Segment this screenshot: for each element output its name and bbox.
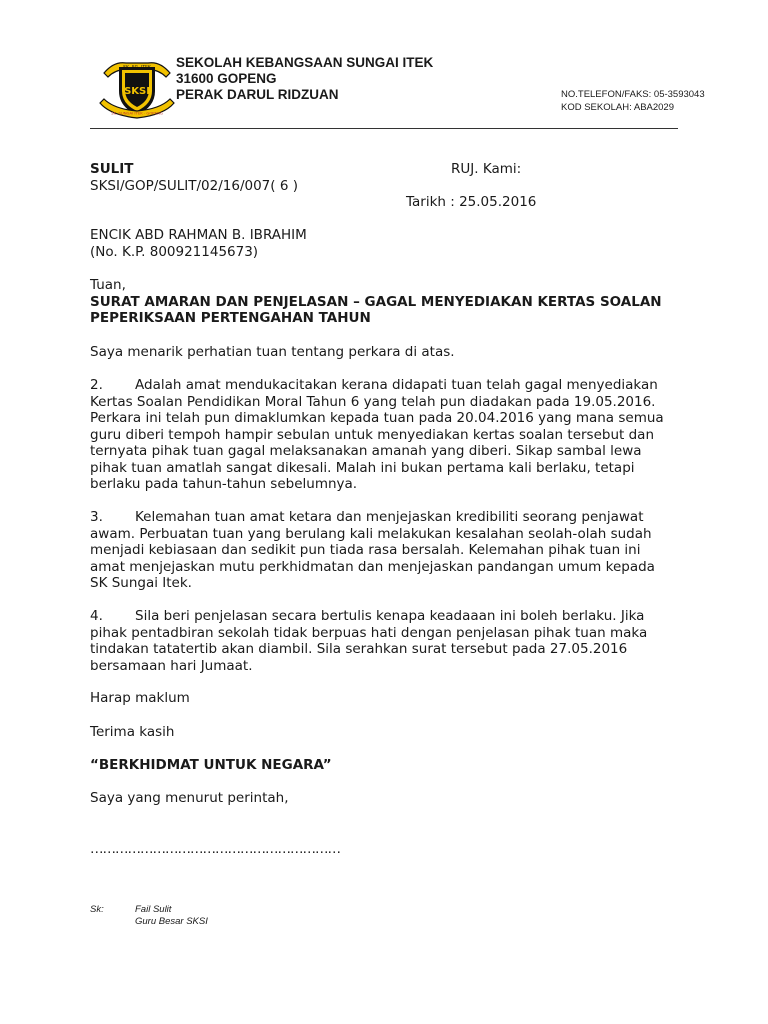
paragraph-line: berlaku pada tahun-tahun sebelumnya. — [90, 476, 358, 492]
letter-date: Tarikh : 25.05.2016 — [406, 194, 537, 210]
paragraph-line: bersamaan hari Jumaat. — [90, 658, 253, 674]
cc-item: Guru Besar SKSI — [135, 916, 208, 927]
recipient-name: ENCIK ABD RAHMAN B. IBRAHIM — [90, 227, 307, 243]
cc-item: Fail Sulit — [135, 904, 172, 915]
school-postcode-town: 31600 GOPENG — [176, 71, 277, 86]
school-state: PERAK DARUL RIDZUAN — [176, 87, 339, 102]
closing-yours: Saya yang menurut perintah, — [90, 790, 289, 806]
subject-line: PEPERIKSAAN PERTENGAHAN TAHUN — [90, 310, 371, 326]
intro-paragraph: Saya menarik perhatian tuan tentang perkara di atas. — [90, 344, 455, 360]
salutation: Tuan, — [90, 277, 126, 293]
paragraph-line: menjadi kebiasaan dan sedikit pun tiada rasa bersalah. Kelemahan pihak tuan ini — [90, 542, 641, 558]
logo-shield-text: SKSI — [124, 86, 150, 97]
phone-fax: NO.TELEFON/FAKS: 05-3593043 — [561, 89, 705, 100]
paragraph-line: pihak tuan amatlah sangat dikesali. Malah ini bukan pertama kali berlaku, tetapi — [90, 460, 635, 476]
paragraph-line: 3. Kelemahan tuan amat ketara dan menjejaskan kredibiliti seorang penjawat — [90, 509, 644, 525]
paragraph-line: amat menjejaskan mutu perkhidmatan dan menjejaskan pandangan umum kepada — [90, 559, 655, 575]
paragraph-line: Perkara ini telah pun dimaklumkan kepada tuan pada 20.04.2016 yang mana semua — [90, 410, 664, 426]
paragraph-line: ternyata pihak tuan gagal melaksanakan amanah yang diberi. Sikap sambal lewa — [90, 443, 642, 459]
paragraph-number: 3. — [90, 509, 103, 525]
paragraph-line: 4. Sila beri penjelasan secara bertulis kenapa keadaaan ini boleh berlaku. Jika — [90, 608, 645, 624]
closing-thanks: Terima kasih — [90, 724, 175, 740]
logo-bottom-banner: SK. SUNGAI ITEK · GOPENG — [111, 110, 163, 116]
paragraph-line: tindakan tatatertib akan diambil. Sila serahkan surat tersebut pada 27.05.2016 — [90, 641, 628, 657]
school-code: KOD SEKOLAH: ABA2029 — [561, 102, 675, 113]
paragraph-line: awam. Perbuatan tuan yang berulang kali melakukan kesalahan seolah-olah sudah — [90, 526, 652, 542]
motto: “BERKHIDMAT UNTUK NEGARA” — [90, 757, 332, 773]
our-ref-label: RUJ. Kami: — [451, 161, 522, 177]
closing-harap-maklum: Harap maklum — [90, 690, 190, 706]
recipient-ic: (No. K.P. 800921145673) — [90, 244, 259, 260]
paragraph-line: guru diberi tempoh hampir sebulan untuk menyediakan kertas soalan tersebut dan — [90, 427, 655, 443]
paragraph-line: pihak pentadbiran sekolah tidak berpuas hati dengan penjelasan pihak tuan maka — [90, 625, 648, 641]
classification: SULIT — [90, 161, 134, 177]
paragraph-number: 4. — [90, 608, 103, 624]
paragraph-line: Kertas Soalan Pendidikan Moral Tahun 6 yang telah pun diadakan pada 19.05.2016. — [90, 394, 656, 410]
paragraph-line: 2. Adalah amat mendukacitakan kerana didapati tuan telah gagal menyediakan — [90, 377, 658, 393]
subject-line: SURAT AMARAN DAN PENJELASAN – GAGAL MENYEDIAKAN KERTAS SOALAN — [90, 294, 662, 310]
paragraph-number: 2. — [90, 377, 103, 393]
school-name: SEKOLAH KEBANGSAAN SUNGAI ITEK — [176, 55, 434, 70]
cc-label: Sk: — [90, 904, 104, 915]
paragraph-line: SK Sungai Itek. — [90, 575, 192, 591]
school-crest-icon — [92, 43, 182, 123]
reference-no: SKSI/GOP/SULIT/02/16/007( 6 ) — [90, 178, 298, 194]
header-divider — [90, 128, 678, 129]
signature-line: …………………………………………………… — [90, 841, 340, 857]
